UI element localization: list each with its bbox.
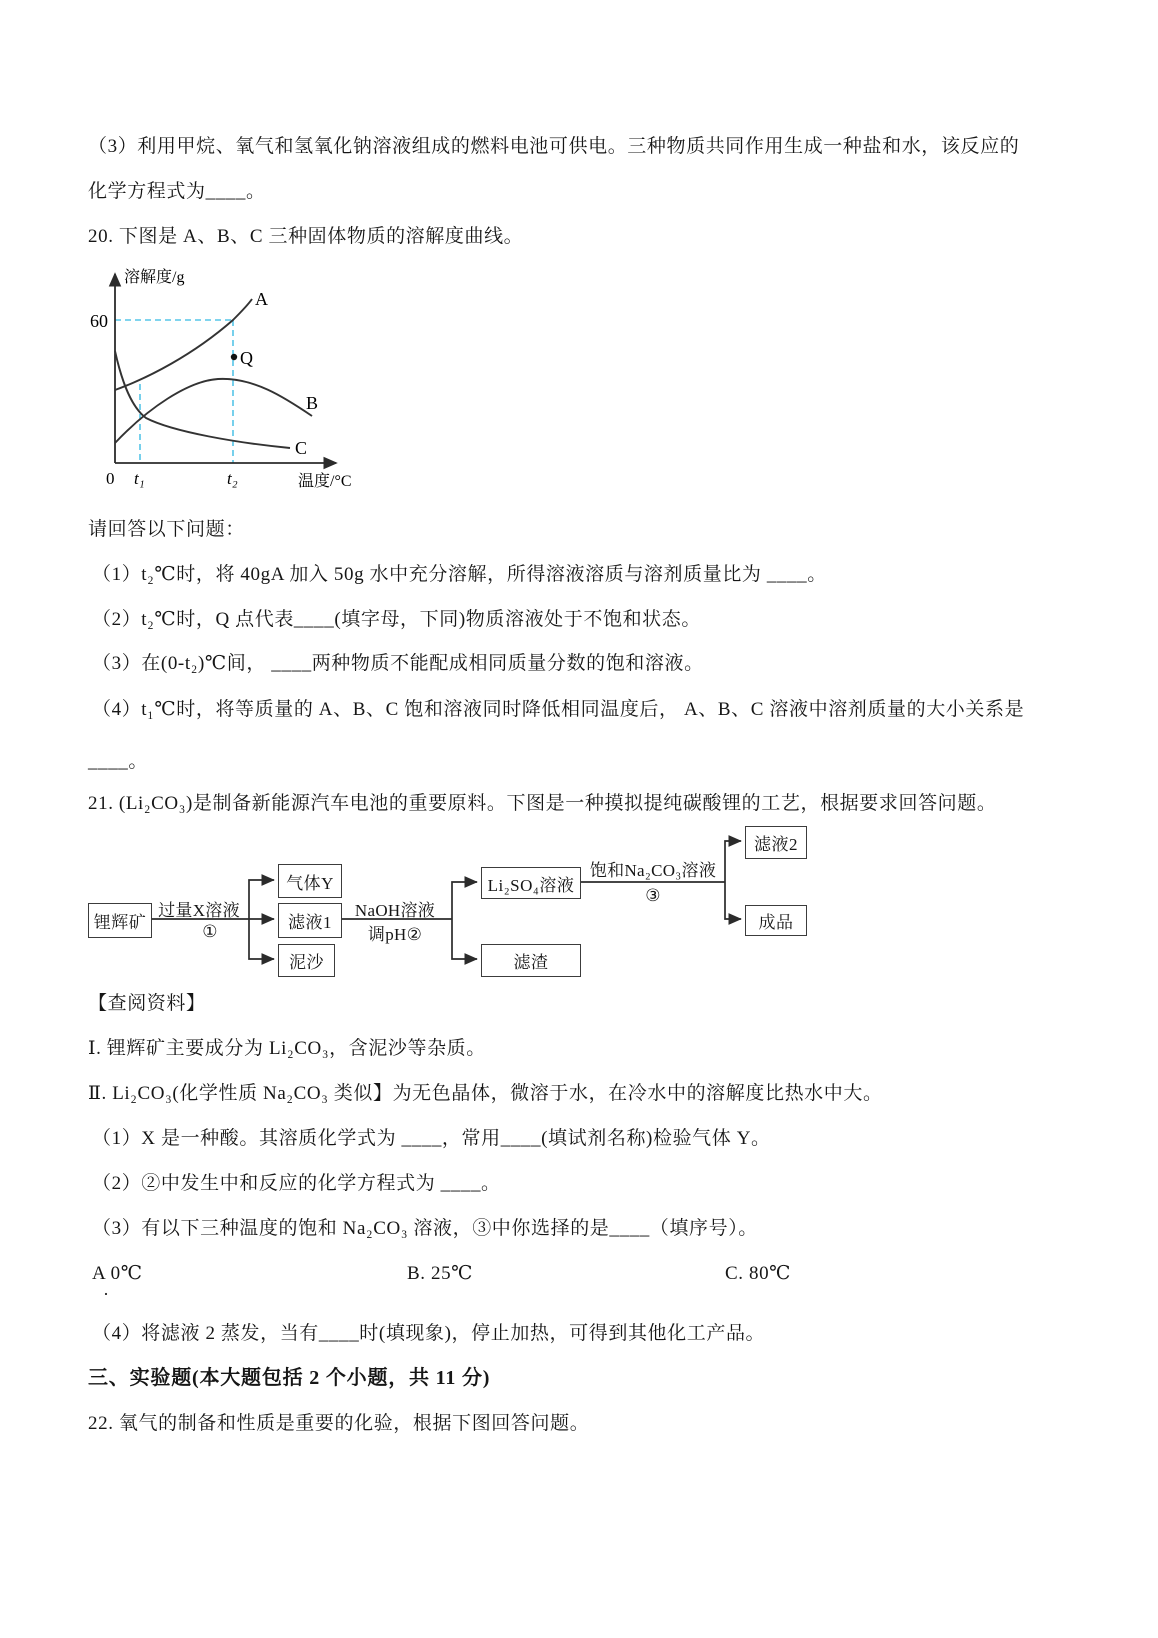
q21-material1: Ⅰ. 锂辉矿主要成分为 Li₂CO₃，含泥沙等杂质。 xyxy=(88,1038,486,1059)
q21-option-b: B. 25℃ xyxy=(407,1263,474,1284)
arrow-branch1-to-mud xyxy=(249,919,274,959)
label-step3-reagent: 饱和Na₂CO₃溶液 xyxy=(589,861,717,880)
arrow-branch2-to-li2so4 xyxy=(452,882,477,919)
xtick-0: 0 xyxy=(106,469,115,488)
curve-b xyxy=(115,379,312,443)
label-step2-adjust: 调pH② xyxy=(367,925,423,944)
q20-sub3: （3）在(0-t₂)℃间， ____两种物质不能配成相同质量分数的饱和溶液。 xyxy=(92,653,704,674)
node-filtrate1: 滤液1 xyxy=(278,903,342,938)
node-ore: 锂辉矿 xyxy=(88,903,152,938)
curve-c-label: C xyxy=(295,438,308,458)
curve-a xyxy=(115,299,252,390)
node-residue: 滤渣 xyxy=(481,944,581,977)
q21-material2: Ⅱ. Li₂CO₃(化学性质 Na₂CO₃ 类似】为无色晶体，微溶于水，在冷水中的溶解度比热水中大。 xyxy=(88,1083,883,1104)
q19-3-line1: （3）利用甲烷、氧气和氢氧化钠溶液组成的燃料电池可供电。三种物质共同作用生成一种盐和水，该反应的 xyxy=(88,136,1020,157)
arrow-branch2-to-residue xyxy=(452,919,477,959)
q21-materials-header: 【查阅资料】 xyxy=(88,993,206,1014)
ytick-60: 60 xyxy=(90,311,108,331)
node-li2so4: Li₂SO₄溶液 xyxy=(481,867,581,899)
process-flowchart xyxy=(0,818,830,983)
node-filtrate2: 滤液2 xyxy=(745,826,807,859)
q21-option-a: A 0℃ xyxy=(92,1263,143,1284)
q21-sub1: （1）X 是一种酸。其溶质化学式为 ____，常用____(填试剂名称)检验气体 Y。 xyxy=(92,1128,771,1149)
node-mud: 泥沙 xyxy=(278,944,335,977)
q20-sub4: （4）t₁℃时，将等质量的 A、B、C 饱和溶液同时降低相同温度后， A、B、C 溶液中溶剂质量的大小关系是 xyxy=(92,699,1025,720)
chart-ylabel: 溶解度/g xyxy=(124,269,185,286)
node-product: 成品 xyxy=(745,905,807,936)
q21-sub4: （4）将滤液 2 蒸发，当有____时(填现象)，停止加热，可得到其他化工产品。 xyxy=(92,1323,766,1344)
arrow-branch1-to-gasY xyxy=(249,880,274,919)
arrow-branch3-to-product xyxy=(725,882,741,919)
curve-c xyxy=(115,351,290,448)
label-step3-number: ③ xyxy=(645,886,661,905)
q21-option-c: C. 80℃ xyxy=(725,1263,792,1284)
label-step1-number: ① xyxy=(202,922,218,941)
stray-dot: · xyxy=(103,1284,109,1304)
q20-sub2: （2）t₂℃时，Q 点代表____(填字母，下同)物质溶液处于不饱和状态。 xyxy=(92,609,701,630)
label-step2-reagent: NaOH溶液 xyxy=(354,901,436,920)
axes xyxy=(115,274,336,463)
chart-xlabel: 温度/°C xyxy=(298,473,352,490)
solubility-chart xyxy=(88,260,388,492)
q20-sub4-cont: ____。 xyxy=(88,751,149,772)
q20-sub1: （1）t₂℃时，将 40gA 加入 50g 水中充分溶解，所得溶液溶质与溶剂质量比为 ____。 xyxy=(92,564,827,585)
solubility-chart-svg xyxy=(88,260,388,492)
xtick-t2: t₂ xyxy=(227,469,238,488)
q21-sub2: （2）②中发生中和反应的化学方程式为 ____。 xyxy=(92,1173,501,1194)
curve-b-label: B xyxy=(306,393,319,413)
q20-intro: 20. 下图是 A、B、C 三种固体物质的溶解度曲线。 xyxy=(88,226,524,247)
q22-intro: 22. 氧气的制备和性质是重要的化验，根据下图回答问题。 xyxy=(88,1413,590,1434)
node-gas-y: 气体Y xyxy=(278,864,342,898)
q19-3-line2: 化学方程式为____。 xyxy=(88,181,266,202)
dashed-guides xyxy=(115,320,233,463)
xtick-t1: t₁ xyxy=(134,469,145,488)
point-q-label: Q xyxy=(240,348,253,368)
q21-sub3: （3）有以下三种温度的饱和 Na₂CO₃ 溶液，③中你选择的是____（填序号）。 xyxy=(92,1218,758,1239)
point-q-dot xyxy=(231,354,237,360)
q21-intro: 21. (Li₂CO₃)是制备新能源汽车电池的重要原料。下图是一种摸拟提纯碳酸锂的工艺，根据要求回答问题。 xyxy=(88,793,997,814)
q20-prompt: 请回答以下问题： xyxy=(88,519,245,540)
curve-a-label: A xyxy=(255,289,268,309)
label-step1-reagent: 过量X溶液 xyxy=(158,901,240,920)
section3-header: 三、实验题(本大题包括 2 个小题，共 11 分) xyxy=(88,1367,491,1389)
